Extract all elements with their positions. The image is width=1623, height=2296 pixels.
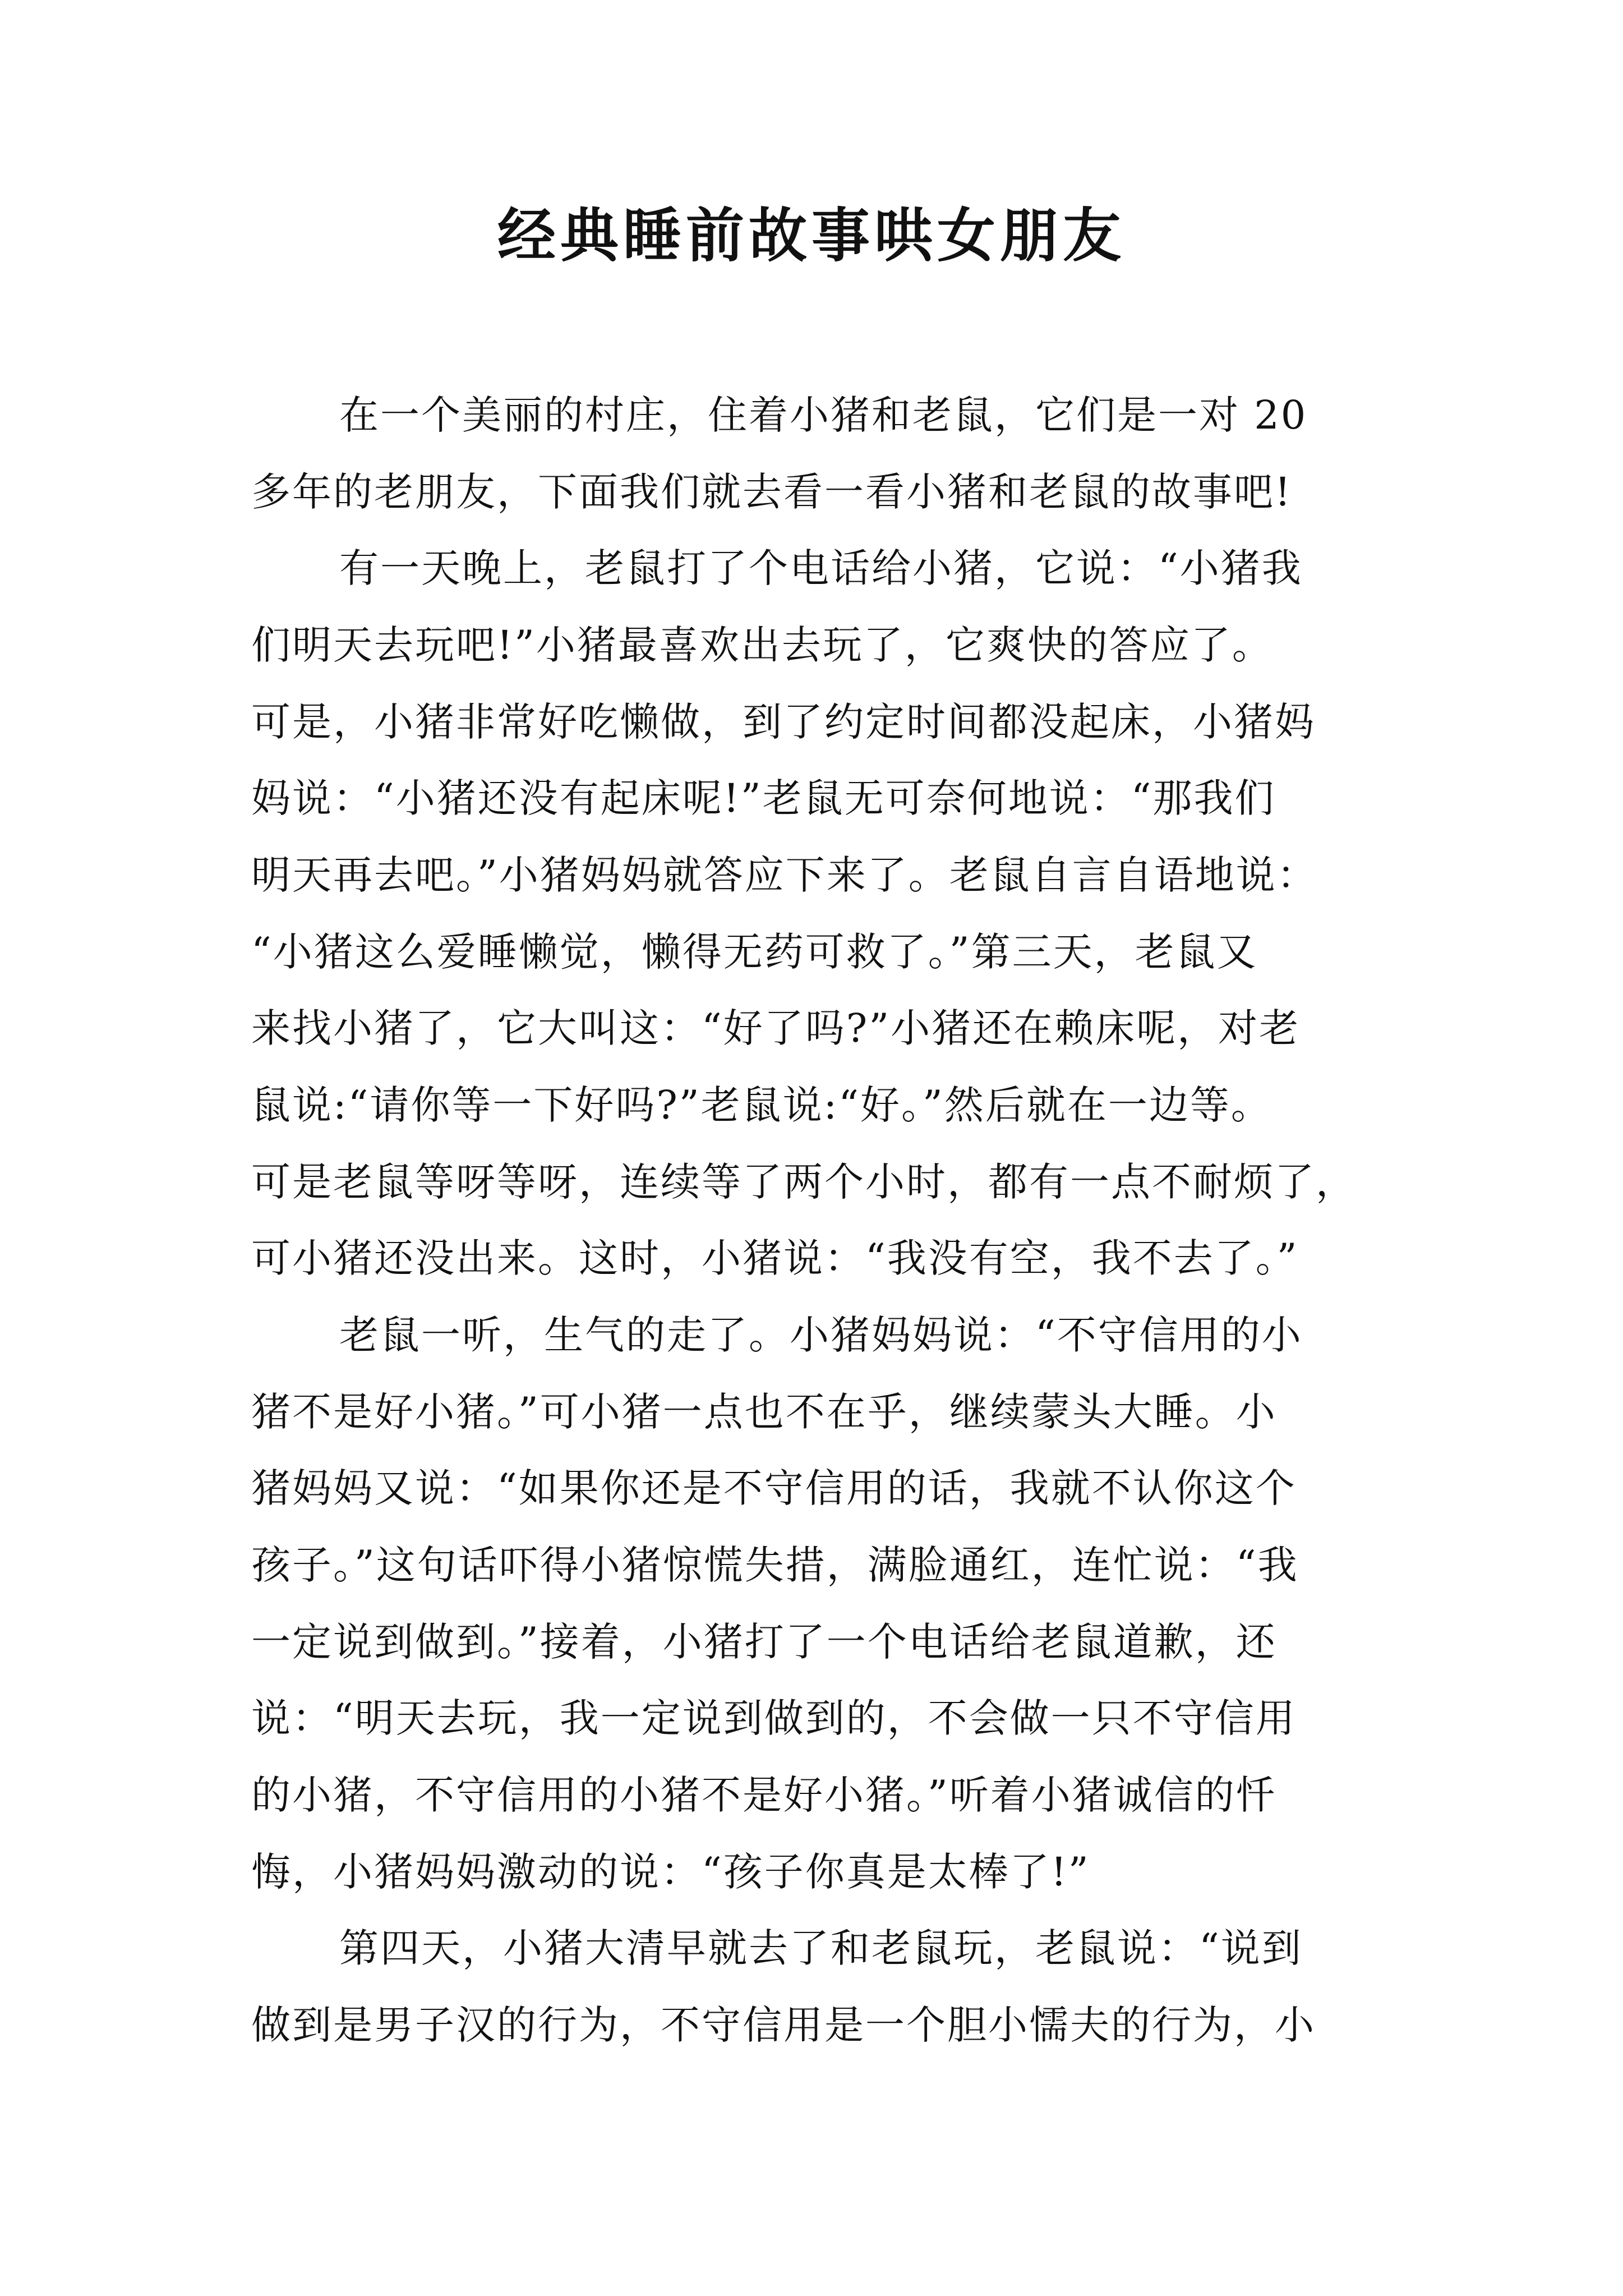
paragraph-line: 悔，小猪妈妈激动的说：“孩子你真是太棒了!” [251,1849,1090,1895]
paragraph-line: 鼠说:“请你等一下好吗?”老鼠说:“好。”然后就在一边等。 [251,1082,1272,1128]
paragraph-line: 的小猪，不守信用的小猪不是好小猪。”听着小猪诚信的忏 [251,1772,1277,1818]
paragraph-line: 可是老鼠等呀等呀，连续等了两个小时，都有一点不耐烦了， [251,1159,1357,1205]
paragraph-line: 孩子。”这句话吓得小猪惊慌失措，满脸通红，连忙说：“我 [251,1542,1299,1588]
paragraph-line: 在一个美丽的村庄，住着小猪和老鼠，它们是一对 20 [339,392,1308,438]
document-title: 经典睡前故事哄女朋友 [497,201,1126,270]
paragraph-line: “小猪这么爱睡懒觉，懒得无药可救了。”第三天，老鼠又 [251,929,1258,975]
paragraph-line: 来找小猪了，它大叫这：“好了吗?”小猪还在赖床呢，对老 [251,1005,1301,1051]
paragraph-line: 老鼠一听，生气的走了。小猪妈妈说：“不守信用的小 [339,1312,1303,1358]
paragraph-line: 猪妈妈又说：“如果你还是不守信用的话，我就不认你这个 [251,1465,1297,1511]
paragraph-line: 们明天去玩吧!”小猪最喜欢出去玩了，它爽快的答应了。 [251,622,1273,668]
paragraph-line: 做到是男子汉的行为，不守信用是一个胆小懦夫的行为，小 [251,2002,1316,2048]
paragraph-line: 猪不是好小猪。”可小猪一点也不在乎，继续蒙头大睡。小 [251,1389,1277,1435]
paragraph-line: 一定说到做到。”接着，小猪打了一个电话给老鼠道歉，还 [251,1619,1277,1665]
paragraph-line: 可小猪还没出来。这时，小猪说：“我没有空，我不去了。” [251,1235,1299,1281]
paragraph-line: 明天再去吧。”小猪妈妈就答应下来了。老鼠自言自语地说： [251,852,1318,898]
paragraph-line: 妈说：“小猪还没有起床呢!”老鼠无可奈何地说：“那我们 [251,775,1276,821]
paragraph-line: 说：“明天去玩，我一定说到做到的，不会做一只不守信用 [251,1695,1297,1741]
paragraph-line: 可是，小猪非常好吃懒做，到了约定时间都没起床，小猪妈 [251,699,1316,745]
paragraph-line: 有一天晚上，老鼠打了个电话给小猪，它说：“小猪我 [339,545,1303,591]
paragraph-line: 多年的老朋友，下面我们就去看一看小猪和老鼠的故事吧! [251,469,1293,515]
paragraph-line: 第四天，小猪大清早就去了和老鼠玩，老鼠说：“说到 [339,1925,1303,1971]
